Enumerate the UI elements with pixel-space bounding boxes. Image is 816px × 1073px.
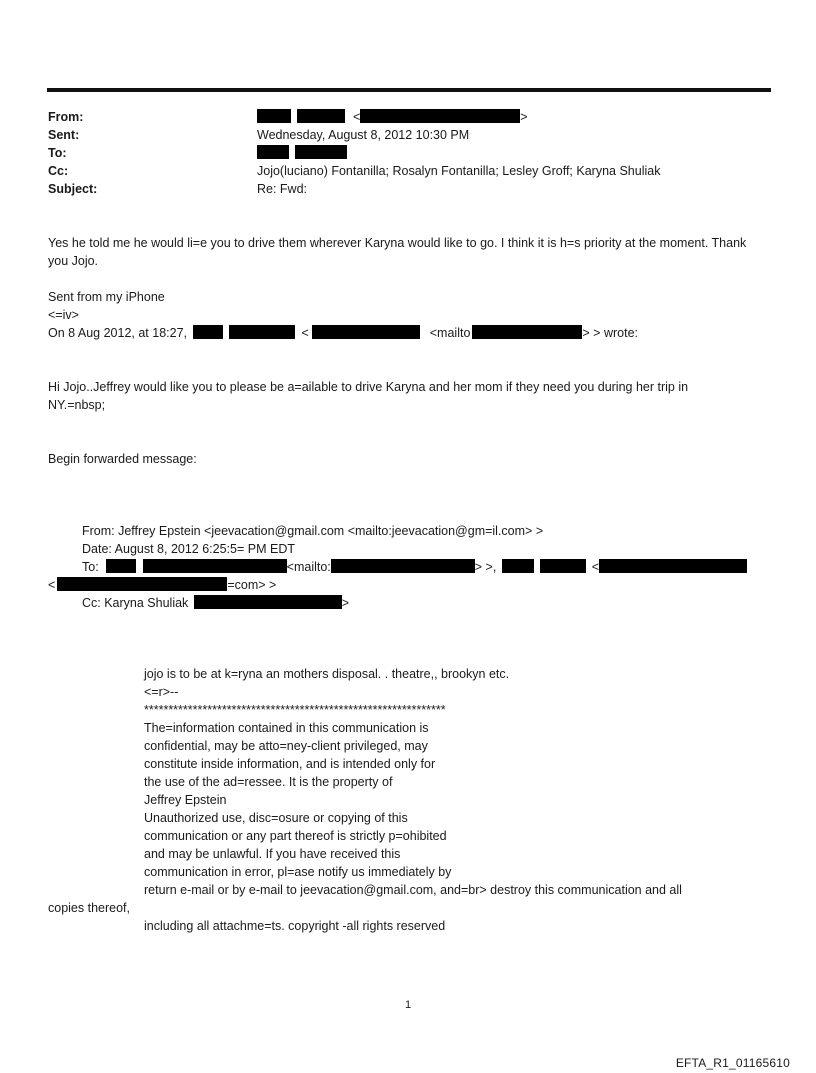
redaction-block	[297, 109, 345, 123]
disclaimer-line: communication in error, pl=ase notify us immediately by	[144, 865, 452, 879]
original-message-line: jojo is to be at k=ryna an mothers disposal. . theatre,, brookyn etc.	[144, 667, 510, 681]
copyright-line: including all attachme=ts. copyright -all rights reserved	[144, 919, 446, 933]
redaction-block	[257, 145, 289, 159]
from-gt: >	[520, 110, 528, 124]
sent-label: Sent:	[48, 128, 80, 142]
document-id: EFTA_R1_01165610	[675, 1056, 790, 1070]
disclaimer-line: Unauthorized use, disc=osure or copying of this	[144, 811, 408, 825]
from-label: From:	[48, 110, 84, 124]
forwarded-date-line: Date: August 8, 2012 6:25:5= PM EDT	[82, 542, 295, 556]
subject-label: Subject:	[48, 182, 98, 196]
cc-value: Jojo(luciano) Fontanilla; Rosalyn Fontanilla; Lesley Groff; Karyna Shuliak	[257, 164, 661, 178]
disclaimer-line: the use of the ad=ressee. It is the property of	[144, 775, 393, 789]
forwarded-to-cont-lt: <	[48, 578, 56, 592]
attribution-mailto: <mailto	[429, 326, 471, 340]
redaction-block	[194, 595, 342, 609]
attribution-prefix: On 8 Aug 2012, at 18:27,	[48, 326, 188, 340]
disclaimer-line: and may be unlawful. If you have received this	[144, 847, 401, 861]
disclaimer-line: return e-mail or by e-mail to jeevacation@gmail.com, and=br> destroy this communication and all	[144, 883, 682, 897]
to-label: To:	[48, 146, 67, 160]
redaction-block	[295, 145, 347, 159]
disclaimer-line: confidential, may be atto=ney-client privileged, may	[144, 739, 428, 753]
redaction-block	[540, 559, 586, 573]
forwarded-to-lt: <	[591, 560, 600, 574]
page-number: 1	[404, 999, 412, 1011]
disclaimer-line: communication or any part thereof is strictly p=ohibited	[144, 829, 447, 843]
forward-request-paragraph: Hi Jojo..Jeffrey would like you to please be a=ailable to drive Karyna and her mom if they need you during her trip in NY.=nbsp;	[48, 380, 689, 412]
redaction-block	[312, 325, 420, 339]
quoted-attribution	[48, 324, 638, 342]
forwarded-from-line: From: Jeffrey Epstein <jeevacation@gmail.com <mailto:jeevacation@gm=il.com> >	[82, 524, 544, 538]
forwarded-cc-text: Cc: Karyna Shuliak	[82, 596, 189, 610]
cc-label: Cc:	[48, 164, 69, 178]
forwarded-to-label: To:	[82, 560, 99, 574]
redaction-block	[331, 559, 475, 573]
star-separator: **************************************************************	[144, 703, 446, 717]
to-value	[257, 144, 347, 162]
forwarded-to-mid: > >,	[474, 560, 497, 574]
subject-value: Re: Fwd:	[257, 182, 308, 196]
attribution-wrote: > > wrote:	[582, 326, 638, 340]
from-lt: <	[352, 110, 361, 124]
disclaimer-line: Jeffrey Epstein	[144, 793, 227, 807]
from-value	[257, 108, 528, 126]
forwarded-to-line	[82, 558, 747, 576]
sent-value: Wednesday, August 8, 2012 10:30 PM	[257, 128, 470, 142]
reply-paragraph: Yes he told me he would li=e you to drive them wherever Karyna would like to go. I think it is h=s priority at the moment. Thank you Jojo.	[48, 236, 747, 268]
disclaimer-line: constitute inside information, and is intended only for	[144, 757, 436, 771]
forwarded-cc-line	[82, 594, 349, 612]
redaction-block	[472, 325, 582, 339]
redaction-block	[599, 559, 747, 573]
redaction-block	[502, 559, 534, 573]
disclaimer-line: The=information contained in this communication is	[144, 721, 429, 735]
header-rule	[47, 88, 771, 92]
forwarded-to-cont-end: =com> >	[227, 578, 277, 592]
redaction-block	[143, 559, 287, 573]
attribution-lt: <	[301, 326, 309, 340]
sent-from-line: Sent from my iPhone	[48, 290, 165, 304]
redaction-block	[257, 109, 291, 123]
begin-forwarded-line: Begin forwarded message:	[48, 452, 197, 466]
copies-line: copies thereof,	[48, 901, 130, 915]
forwarded-to-mailto: <mailto:	[286, 560, 331, 574]
redaction-block	[106, 559, 136, 573]
redaction-block	[360, 109, 520, 123]
forwarded-cc-end: >	[341, 596, 350, 610]
iv-tag: <=iv>	[48, 308, 79, 322]
redaction-block	[229, 325, 295, 339]
redaction-block	[193, 325, 223, 339]
forwarded-to-continuation	[48, 576, 276, 594]
redaction-block	[57, 577, 227, 591]
br-tag: <=r>--	[144, 685, 179, 699]
